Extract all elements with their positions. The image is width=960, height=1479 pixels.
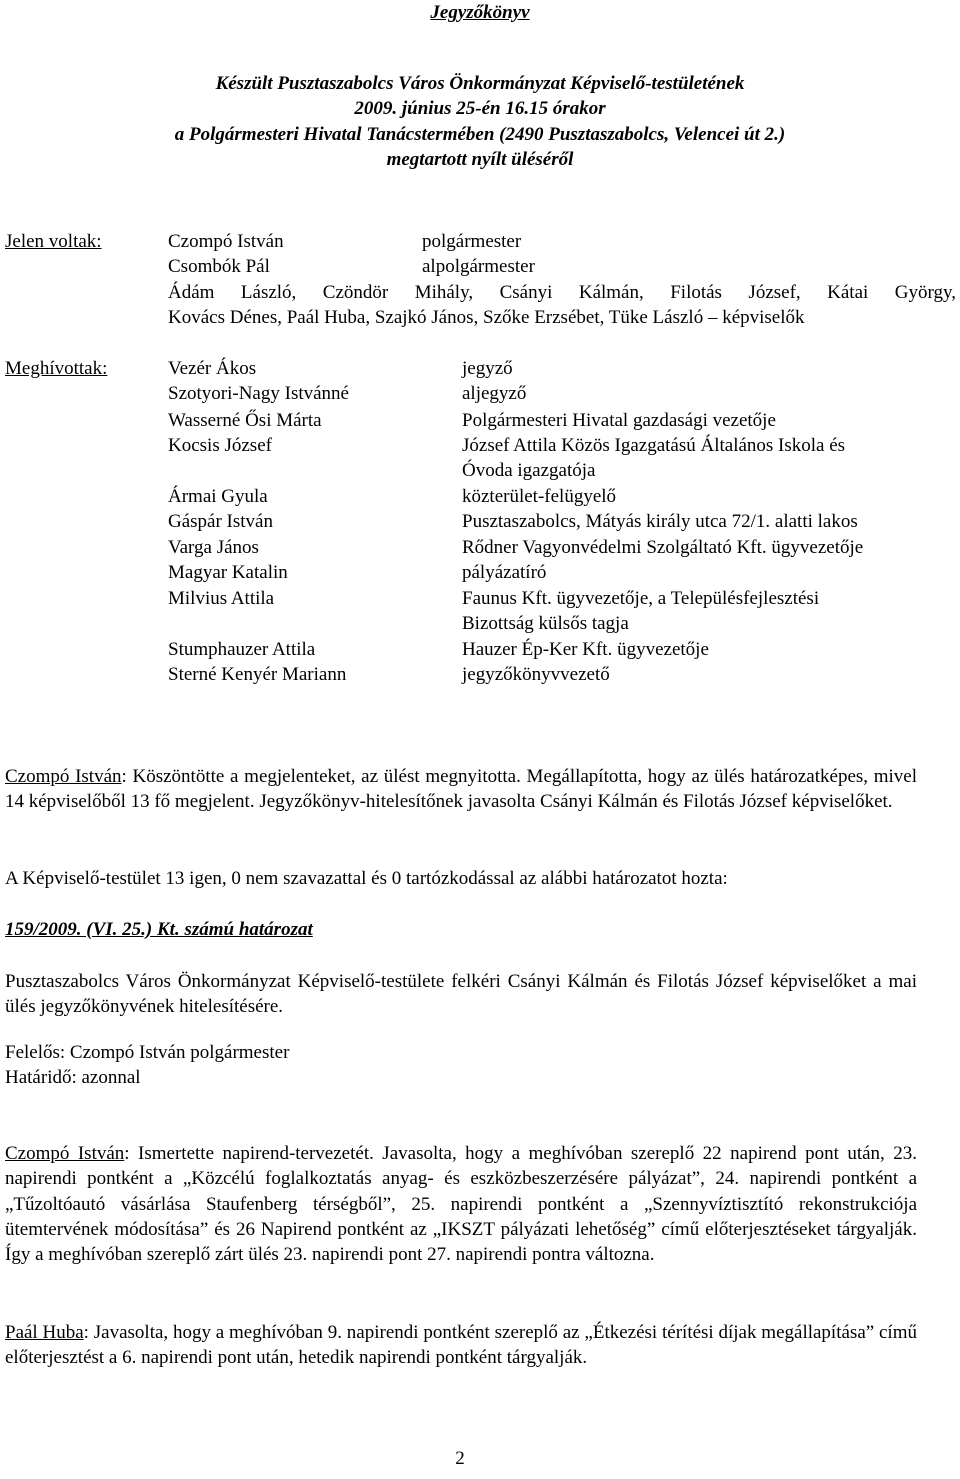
opening-paragraph bbox=[5, 764, 917, 815]
resolution-text: Pusztaszabolcs Város Önkormányzat Képviselő-testülete felkéri Csányi Kálmán és Filotás József képviselőket a mai ülés jegyzőkönyvének hitelesítésére. bbox=[5, 971, 917, 1018]
intro-line-4: megtartott nyílt üléséről bbox=[386, 149, 574, 170]
invited-name: Magyar Katalin bbox=[168, 562, 288, 583]
invited-name: Varga János bbox=[168, 537, 259, 558]
invited-role: jegyző bbox=[462, 358, 513, 379]
invited-role: aljegyző bbox=[462, 383, 527, 404]
present-name-1: Czompó István bbox=[168, 231, 284, 252]
members-line-2: Kovács Dénes, Paál Huba, Szajkó János, Szőke Erzsébet, Tüke László – képviselők bbox=[168, 307, 805, 328]
deadline-line: Határidő: azonnal bbox=[5, 1067, 141, 1088]
invited-role: jegyzőkönyvvezető bbox=[462, 664, 610, 685]
speaker-name: Czompó István bbox=[5, 1143, 125, 1164]
invited-role: Faunus Kft. ügyvezetője, a Településfejlesztési bbox=[462, 588, 820, 609]
present-name-2: Csombók Pál bbox=[168, 256, 270, 277]
invited-role: József Attila Közös Igazgatású Általános Iskola és bbox=[462, 435, 846, 456]
invited-name: Ármai Gyula bbox=[168, 486, 268, 507]
invited-name: Kocsis József bbox=[168, 435, 272, 456]
invited-label: Meghívottak: bbox=[5, 358, 108, 379]
invited-role: közterület-felügyelő bbox=[462, 486, 617, 507]
invited-name: Milvius Attila bbox=[168, 588, 275, 609]
resolution-title: 159/2009. (VI. 25.) Kt. számú határozat bbox=[5, 919, 313, 940]
members-names: Kovács Dénes, Paál Huba, Szajkó János, Szőke Erzsébet, Tüke László bbox=[168, 307, 704, 328]
page-number: 2 bbox=[455, 1448, 465, 1469]
speaker-name: Czompó István bbox=[5, 766, 122, 787]
document-title: Jegyzőkönyv bbox=[430, 2, 530, 23]
invited-name: Vezér Ákos bbox=[168, 358, 257, 379]
vote-statement: A Képviselő-testület 13 igen, 0 nem szavazattal és 0 tartózkodással az alábbi határozatot hozta: bbox=[5, 868, 728, 889]
invited-role: pályázatíró bbox=[462, 562, 547, 583]
invited-role-continued: Óvoda igazgatója bbox=[462, 460, 596, 481]
invited-name: Stumphauzer Attila bbox=[168, 639, 316, 660]
members-line-1: Ádám László, Czöndör Mihály, Csányi Kálmán, Filotás József, Kátai György, bbox=[168, 282, 956, 303]
invited-name: Szotyori-Nagy Istvánné bbox=[168, 383, 349, 404]
responsible-line: Felelős: Czompó István polgármester bbox=[5, 1042, 290, 1063]
present-role-1: polgármester bbox=[422, 231, 522, 252]
proposal-paragraph bbox=[5, 1320, 917, 1371]
invited-name: Sterné Kenyér Mariann bbox=[168, 664, 347, 685]
invited-role: Polgármesteri Hivatal gazdasági vezetője bbox=[462, 410, 776, 431]
intro-line-3: a Polgármesteri Hivatal Tanácstermében (2490 Pusztaszabolcs, Velencei út 2.) bbox=[174, 124, 786, 145]
invited-name: Gáspár István bbox=[168, 511, 273, 532]
present-label: Jelen voltak: bbox=[5, 231, 102, 252]
intro-line-2: 2009. június 25-én 16.15 órakor bbox=[354, 98, 606, 119]
paragraph-text: : Javasolta, hogy a meghívóban 9. napirendi pontként szereplő az „Étkezési térítési díjak megállapítása” című előterjesztést a 6. napirendi pont után, hetedik napirendi pontként tárgyalják. bbox=[5, 1322, 917, 1369]
invited-role-continued: Bizottság külsős tagja bbox=[462, 613, 629, 634]
invited-role: Pusztaszabolcs, Mátyás király utca 72/1. alatti lakos bbox=[462, 511, 858, 532]
speaker-name: Paál Huba bbox=[5, 1322, 84, 1343]
invited-role: Hauzer Ép-Ker Kft. ügyvezetője bbox=[462, 639, 709, 660]
invited-role: Rődner Vagyonvédelmi Szolgáltató Kft. ügyvezetője bbox=[462, 537, 864, 558]
agenda-paragraph bbox=[5, 1141, 917, 1267]
intro-line-1: Készült Pusztaszabolcs Város Önkormányzat Képviselő-testületének bbox=[215, 73, 745, 94]
paragraph-text: : Ismertette napirend-tervezetét. Javasolta, hogy a meghívóban szereplő 22 napirend pont után, 23. napirendi pontként a „Közcélú foglalkoztatás anyag- és eszközbeszerzésére pályázat”, 24. napirendi pontként a „Tűzoltóautó vásárlása Staufenberg térségből”, 25. napirendi pontként a „Szennyvíztisztító rekonstrukciója ütemtervének módosítása” és 26 Napirend pontként az „IKSZT pályázati lehetőség” című előterjesztéseket tárgyalják. Így a meghívóban szereplő zárt ülés 23. napirendi pont 27. napirendi pontra változna. bbox=[5, 1143, 917, 1266]
present-role-2: alpolgármester bbox=[422, 256, 535, 277]
members-role: képviselők bbox=[722, 307, 805, 328]
invited-name: Wasserné Ősi Márta bbox=[168, 410, 322, 431]
paragraph-text: : Köszöntötte a megjelenteket, az ülést megnyitotta. Megállapította, hogy az ülés határozatképes, mivel 14 képviselőből 13 fő megjelent. Jegyzőkönyv-hitelesítőnek javasolta Csányi Kálmán és Filotás József képviselőket. bbox=[5, 766, 917, 813]
